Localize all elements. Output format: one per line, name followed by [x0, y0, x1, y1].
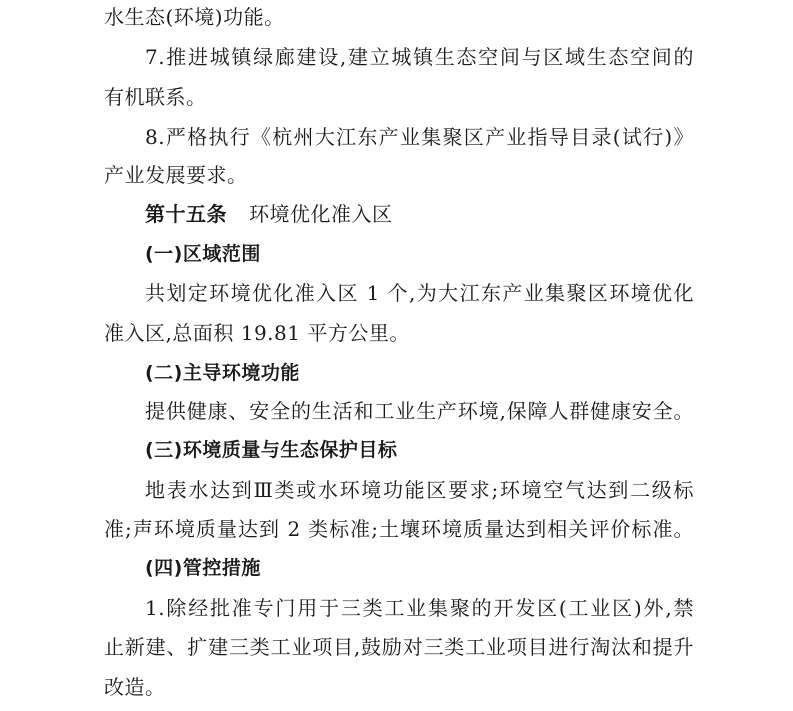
paragraph-line: 共划定环境优化准入区 1 个,为大江东产业集聚区环境优化 — [145, 281, 694, 305]
section-heading: (四)管控措施 — [145, 557, 261, 579]
paragraph-line: 8.严格执行《杭州大江东产业集聚区产业指导目录(试行)》 — [145, 125, 694, 149]
section-heading: (一)区域范围 — [145, 243, 261, 265]
article-number: 第十五条 — [145, 202, 227, 226]
paragraph-line: 准入区,总面积 19.81 平方公里。 — [104, 321, 410, 345]
paragraph-line: 1.除经批准专门用于三类工业集聚的开发区(工业区)外,禁 — [145, 596, 694, 620]
paragraph-line: 产业发展要求。 — [104, 163, 248, 187]
article-heading — [145, 199, 793, 229]
section-heading: (三)环境质量与生态保护目标 — [145, 439, 398, 461]
paragraph-line: 地表水达到Ⅲ类或水环境功能区要求;环境空气达到二级标 — [145, 478, 694, 502]
section-heading: (二)主导环境功能 — [145, 362, 300, 384]
paragraph-line: 7.推进城镇绿廊建设,建立城镇生态空间与区域生态空间的 — [145, 45, 694, 69]
paragraph-line: 改造。 — [104, 675, 166, 699]
paragraph-line: 有机联系。 — [104, 85, 207, 109]
paragraph-line: 准;声环境质量达到 2 类标准;土壤环境质量达到相关评价标准。 — [104, 517, 694, 541]
paragraph-line: 提供健康、安全的生活和工业生产环境,保障人群健康安全。 — [145, 399, 694, 423]
paragraph-line: 止新建、扩建三类工业项目,鼓励对三类工业项目进行淘汰和提升 — [104, 635, 694, 659]
article-title: 环境优化准入区 — [249, 202, 393, 226]
paragraph-line: 水生态(环境)功能。 — [104, 5, 285, 29]
